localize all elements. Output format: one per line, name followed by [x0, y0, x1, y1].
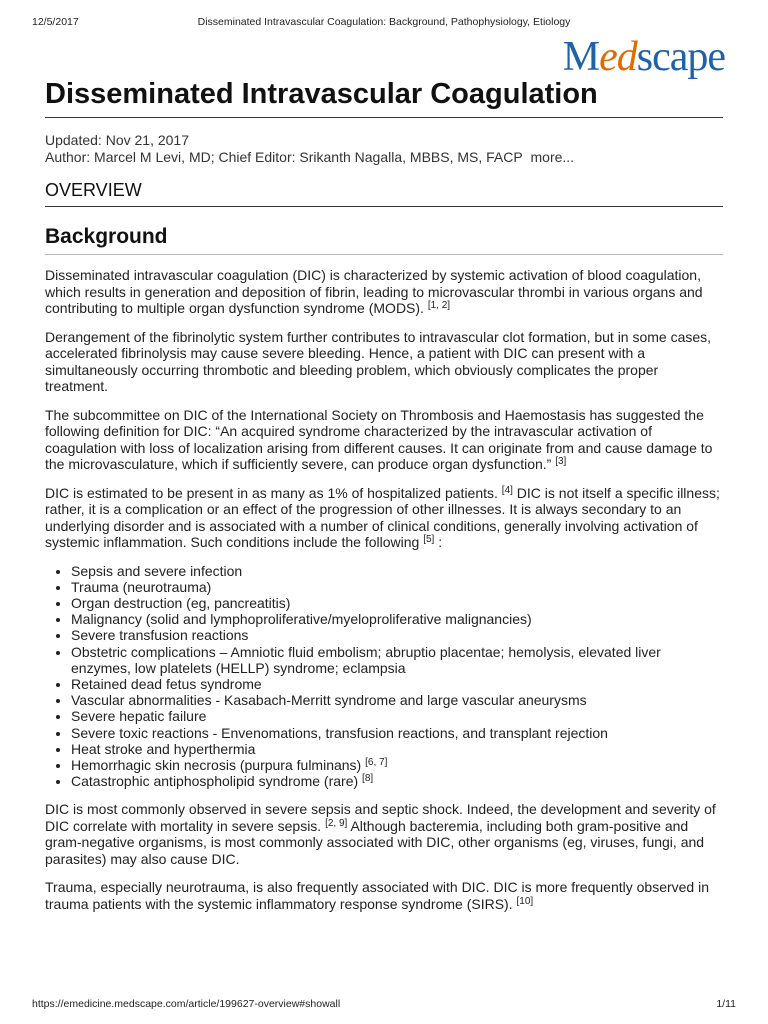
citation-ref[interactable]: [1, 2] [427, 300, 451, 311]
paragraph-1 [45, 267, 723, 317]
citation-ref[interactable]: [8] [362, 773, 374, 785]
overview-heading: OVERVIEW [45, 180, 723, 207]
logo-part-3: scape [636, 34, 725, 80]
section-heading-background: Background [45, 225, 723, 255]
conditions-list [45, 563, 723, 790]
list-item: • Vascular abnormalities - Kasabach-Merritt syndrome and large vascular aneurysms [71, 692, 723, 708]
paragraph-text: DIC is estimated to be present in as many as 1% of hospitalized patients. [45, 484, 498, 501]
print-date: 12/5/2017 [32, 16, 79, 28]
author-line [45, 149, 723, 166]
paragraph-6 [45, 879, 723, 912]
print-page-title: Disseminated Intravascular Coagulation: Background, Pathophysiology, Etiology [197, 16, 571, 28]
list-item: • Sepsis and severe infection [71, 563, 723, 579]
page-number: 1/11 [716, 998, 736, 1010]
list-item: • Severe toxic reactions - Envenomations, transfusion reactions, and transplant rejection [71, 725, 723, 741]
citation-ref[interactable]: [6, 7] [365, 756, 388, 768]
list-item: • Malignancy (solid and lymphoproliferative/myeloproliferative malignancies) [71, 611, 723, 627]
paragraph-3 [45, 407, 723, 473]
citation-ref[interactable]: [5] [423, 534, 435, 545]
paragraph-5 [45, 801, 723, 867]
list-item: • Heat stroke and hyperthermia [71, 741, 723, 757]
paragraph-text: DIC is not itself a specific illness; rather, it is a complication or an effect of the progression of other illnesses. It is always secondary to an underlying disorder and is associated with a number of clinical conditions, generally involving activation of systemic inflammation. Such conditions include the following [45, 484, 720, 550]
paragraph-text: Although bacteremia, including both gram-positive and gram-negative organisms, is most commonly associated with DIC, other organisms (eg, viruses, fungi, and parasites) may also cause DIC. [45, 817, 705, 867]
page-url[interactable]: https://emedicine.medscape.com/article/199627-overview#showall [32, 998, 341, 1010]
print-footer [32, 998, 736, 1012]
article-title: Disseminated Intravascular Coagulation [45, 78, 723, 118]
list-item: • Severe hepatic failure [71, 708, 723, 724]
list-item: • Trauma (neurotrauma) [71, 579, 723, 595]
more-link[interactable]: more... [530, 149, 575, 165]
print-header [32, 16, 736, 30]
author-text: Author: Marcel M Levi, MD; Chief Editor: Srikanth Nagalla, MBBS, MS, FACP [45, 149, 523, 165]
logo-part-1: M [562, 34, 600, 80]
article-meta [45, 132, 723, 166]
list-item: • Obstetric complications – Amniotic fluid embolism; abruptio placentae; hemolysis, elevated liver enzymes, low platelets (HELLP) syndrome; eclampsia [71, 644, 723, 676]
citation-ref[interactable]: [2, 9] [325, 817, 348, 829]
list-item: • Organ destruction (eg, pancreatitis) [71, 595, 723, 611]
paragraph-text: The subcommittee on DIC of the International Society on Thrombosis and Haemostasis has suggested the following definition for DIC: “An acquired syndrome characterized by the intravascular activation of coagulation with loss of localization arising from different causes. It can originate from and cause damage to the microvasculature, which if sufficiently severe, can produce organ dysfunction.” [45, 406, 713, 472]
medscape-logo[interactable] [563, 36, 725, 78]
list-item: • Severe transfusion reactions [71, 627, 723, 643]
updated-date: Updated: Nov 21, 2017 [45, 132, 189, 148]
list-item: • Retained dead fetus syndrome [71, 676, 723, 692]
paragraph-2: Derangement of the fibrinolytic system further contributes to intravascular clot formation, but in some cases, accelerated fibrinolysis may cause severe bleeding. Hence, a patient with DIC can present with a simultaneously occurring thrombotic and bleeding problem, which obviously complicates the proper treatment. [45, 328, 712, 394]
list-item: • Hemorrhagic skin necrosis (purpura fulminans) [6, 7] [71, 757, 723, 773]
article-content [45, 78, 723, 912]
paragraph-4 [45, 485, 723, 551]
logo-part-2: ed [599, 34, 637, 80]
citation-ref[interactable]: [4] [501, 484, 513, 496]
paragraph-text: Trauma, especially neurotrauma, is also frequently associated with DIC. DIC is more frequently observed in trauma patients with the systemic inflammatory response syndrome (SIRS). [45, 879, 709, 912]
paragraph-text: DIC is most commonly observed in severe sepsis and septic shock. Indeed, the development and severity of DIC correlate with mortality in severe sepsis. [45, 801, 716, 834]
paragraph-text: Disseminated intravascular coagulation (DIC) is characterized by systemic activation of blood coagulation, which results in generation and deposition of fibrin, leading to microvascular thrombi in various organs and contributing to multiple organ dysfunction syndrome (MODS). [45, 267, 703, 316]
citation-ref[interactable]: [10] [516, 895, 534, 907]
citation-ref[interactable]: [3] [555, 456, 567, 467]
paragraph-text: : [434, 534, 443, 550]
list-item: • Catastrophic antiphospholipid syndrome (rare) [8] [71, 773, 723, 789]
